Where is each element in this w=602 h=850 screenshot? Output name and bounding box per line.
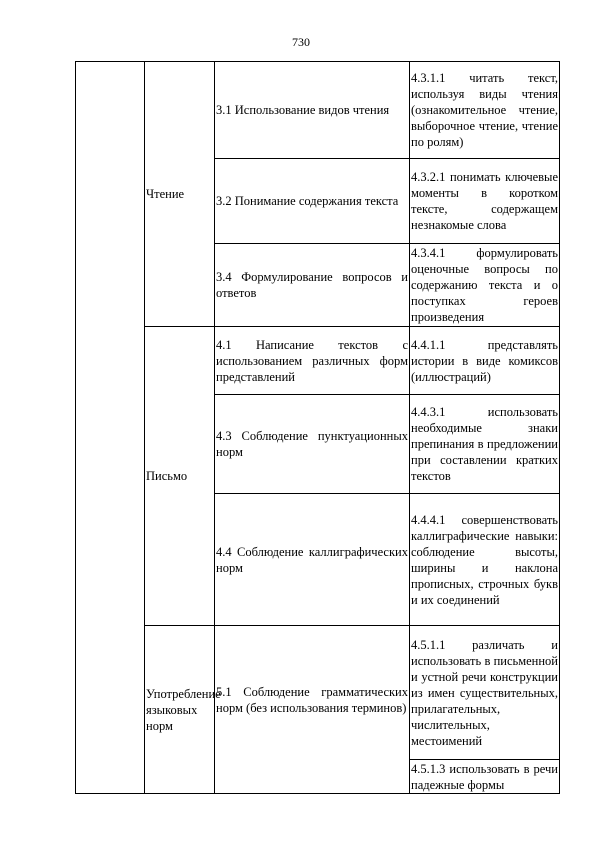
section-name: Употребление языковых норм [145,626,215,794]
subtopic-cell: 5.1 Соблюдение грамматических норм (без использования терминов) [215,626,410,794]
requirement-cell: 4.5.1.3 использовать в речи падежные формы [411,761,558,792]
section-name: Письмо [145,327,215,626]
table-row [76,626,560,760]
subtopic-cell: 4.1 Написание текстов с использованием различных форм представлений [215,327,410,395]
curriculum-table [75,61,560,794]
requirement-cell: 4.3.4.1 формулировать оценочные вопросы по содержанию текста и о поступках героев произведения [410,244,560,327]
requirement-cell: 4.5.1.1 различать и использовать в письменной и устной речи конструкции из имен существительных, прилагательных, числительных, местоимений [410,626,560,760]
requirement-cell: 4.4.4.1 совершенствовать каллиграфические навыки: соблюдение высоты, ширины и наклона прописных, строчных букв и их соединений [410,494,560,626]
subtopic-cell: 3.4 Формулирование вопросов и ответов [215,244,410,327]
requirement-cell: 4.4.1.1 представлять истории в виде комиксов (иллюстраций) [410,327,560,395]
requirement-cell: 4.3.1.1 читать текст, используя виды чтения (ознакомительное чтение, выборочное чтение, чтение по ролям) [410,62,560,159]
page-number: 730 [292,35,310,49]
empty-column-cell [76,62,145,794]
section-name: Чтение [145,62,215,327]
requirement-cell: 4.3.2.1 понимать ключевые моменты в коротком тексте, содержащем незнакомые слова [410,159,560,244]
subtopic-cell: 3.1 Использование видов чтения [215,62,410,159]
subtopic-cell: 4.4 Соблюдение каллиграфических норм [215,494,410,626]
requirement-cell: 4.4.3.1 использовать необходимые знаки препинания в предложении при составлении кратких текстов [410,395,560,494]
subtopic-cell: 3.2 Понимание содержания текста [215,159,410,244]
table-row [76,62,560,159]
subtopic-cell: 4.3 Соблюдение пунктуационных норм [215,395,410,494]
table-row [76,327,560,395]
